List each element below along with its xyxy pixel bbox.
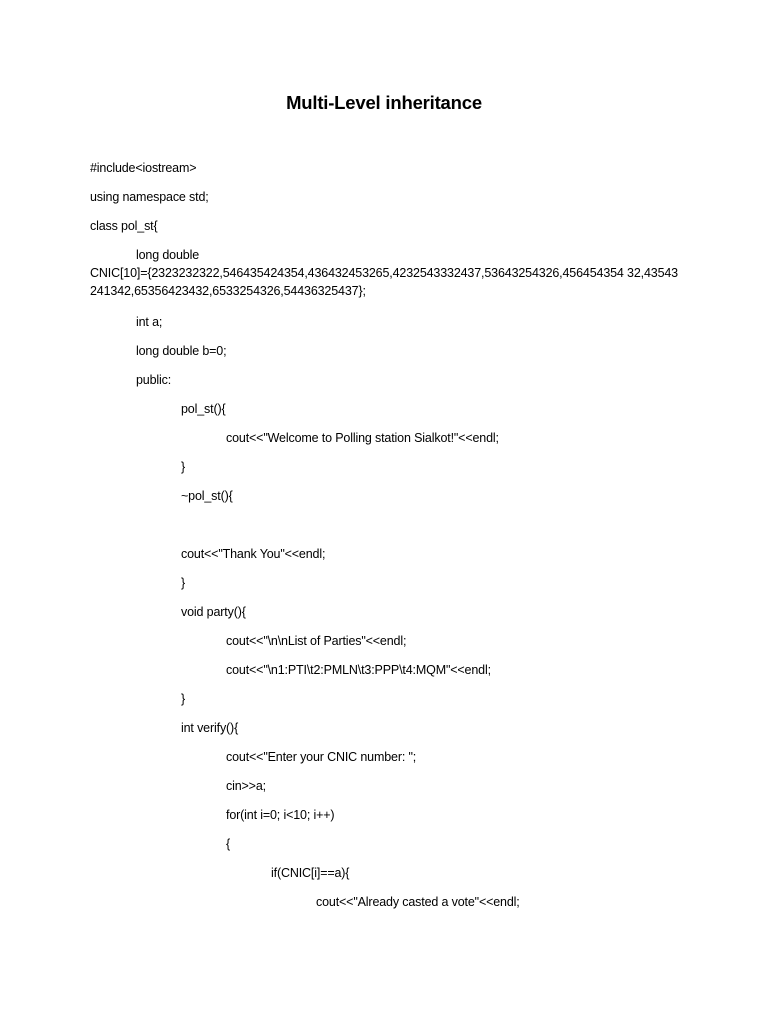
code-line: ~pol_st(){ (181, 489, 233, 503)
code-line: using namespace std; (90, 190, 209, 204)
code-line: pol_st(){ (181, 402, 226, 416)
code-line: } (181, 576, 186, 590)
code-line: for(int i=0; i<10; i++) (226, 808, 335, 822)
code-line: cout<<"Welcome to Polling station Sialkot!"<<endl; (226, 431, 499, 445)
code-line: { (226, 837, 231, 851)
code-line: if(CNIC[i]==a){ (271, 866, 350, 880)
code-line: #include<iostream> (90, 161, 197, 175)
code-line: long double b=0; (136, 344, 227, 358)
code-line: } (181, 460, 186, 474)
code-line: cout<<"Thank You"<<endl; (181, 547, 326, 561)
code-line: cin>>a; (226, 779, 266, 793)
code-line: long double (136, 248, 199, 262)
code-line: cout<<"\n1:PTI\t2:PMLN\t3:PPP\t4:MQM"<<endl; (226, 663, 491, 677)
code-line: cout<<"Already casted a vote"<<endl; (316, 895, 520, 909)
code-line: int verify(){ (181, 721, 239, 735)
code-line: } (181, 692, 186, 706)
code-line: void party(){ (181, 605, 246, 619)
code-line: CNIC[10]={2323232322,546435424354,436432453265,4232543332437,53643254326,456454354 32,43543241342,65356423432,6533254326,54436325437}; (90, 266, 678, 298)
code-line: cout<<"\n\nList of Parties"<<endl; (226, 634, 407, 648)
code-line: cout<<"Enter your CNIC number: "; (226, 750, 417, 764)
code-line: public: (136, 373, 172, 387)
code-line: int a; (136, 315, 163, 329)
code-line: class pol_st{ (90, 219, 158, 233)
page-title: Multi-Level inheritance (286, 92, 482, 113)
